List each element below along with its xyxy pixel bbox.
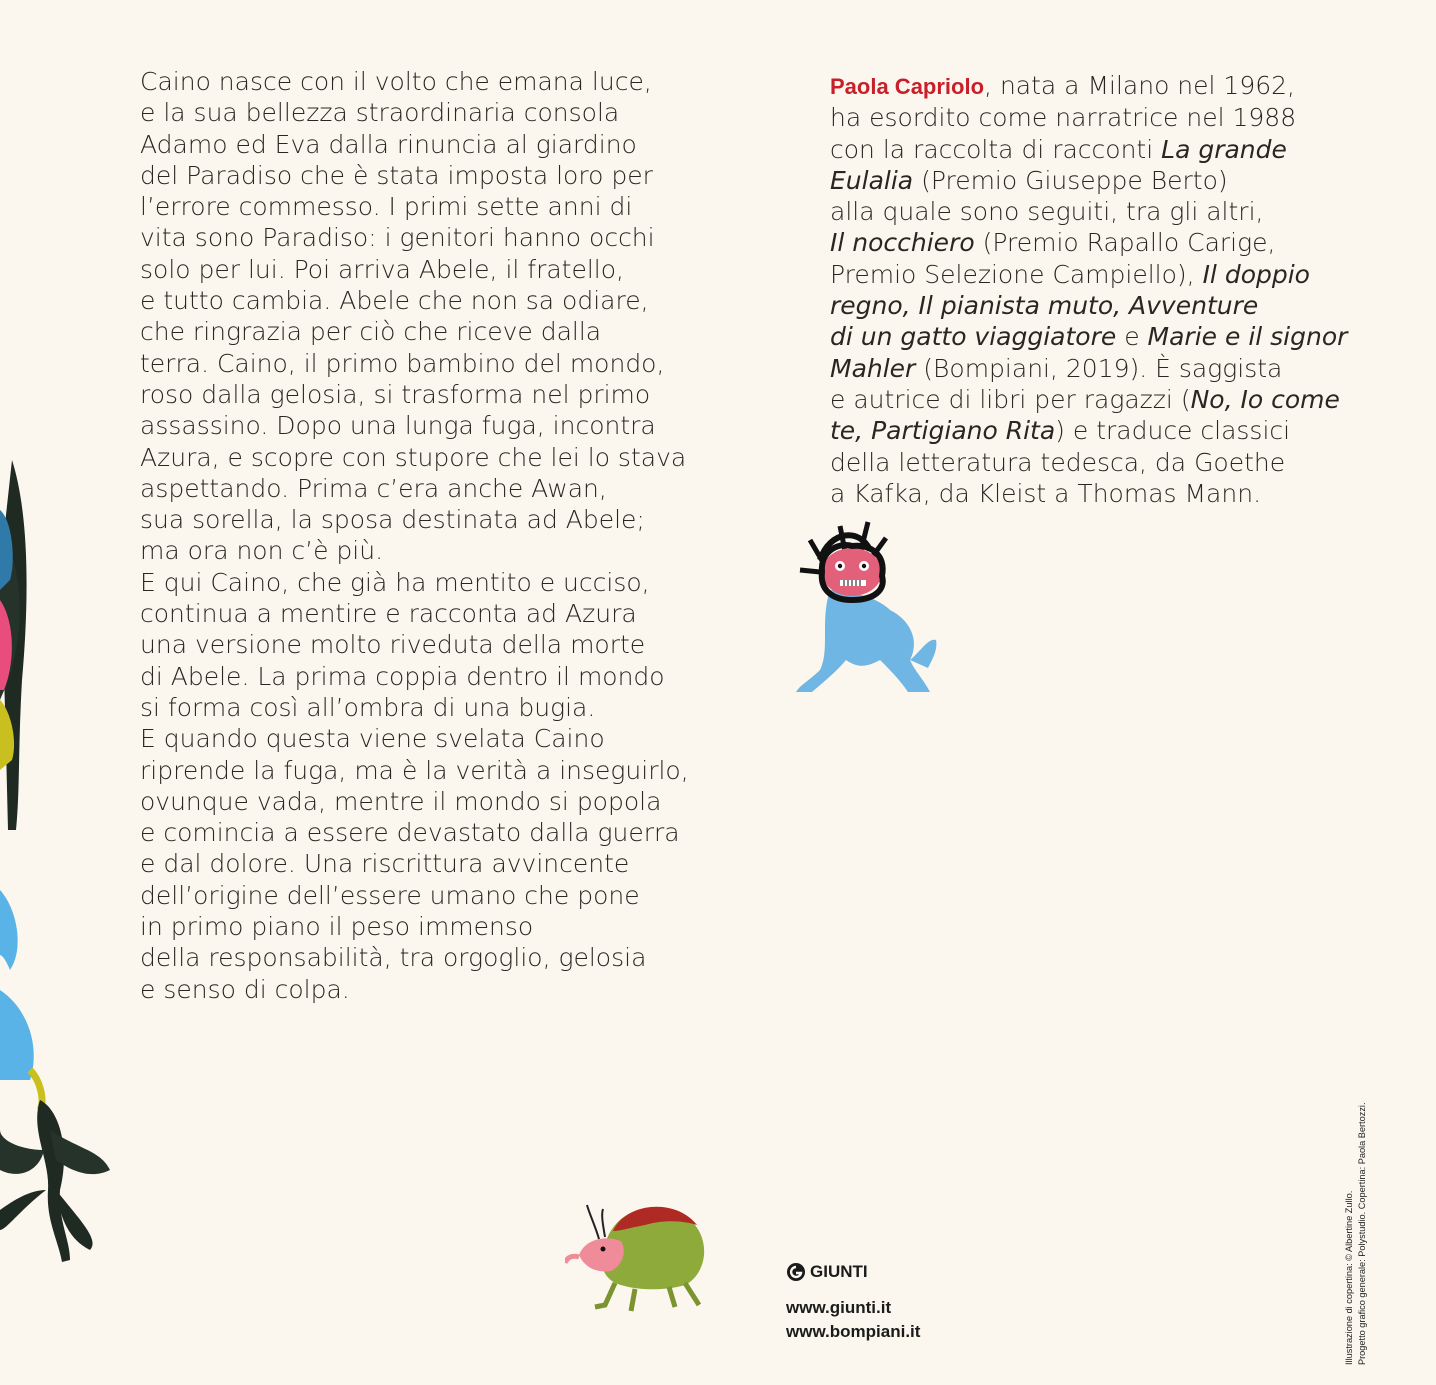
synopsis-line: aspettando. Prima c’era anche Awan, [140, 473, 607, 503]
book-title: La grande [1161, 134, 1287, 164]
publisher-block [786, 1262, 920, 1344]
synopsis-line: Azura, e scopre con stupore che lei lo stava [140, 442, 687, 472]
synopsis-line: continua a mentire e racconta ad Azura [140, 599, 637, 629]
bio-text: e autrice di libri per ragazzi ( [830, 384, 1191, 414]
synopsis-line: che ringrazia per ciò che riceve dalla [140, 317, 602, 347]
bio-line [830, 70, 1350, 102]
synopsis-line: assassino. Dopo una lunga fuga, incontra [140, 411, 656, 441]
book-title: regno, Il pianista muto, Avventure [830, 291, 1259, 321]
synopsis-line: in primo piano il peso immenso [140, 912, 534, 942]
green-creature-illustration [565, 1195, 715, 1315]
bio-line [830, 384, 1350, 415]
bio-line [830, 227, 1350, 258]
book-title: Eulalia [830, 165, 914, 195]
bio-line: ha esordito come narratrice nel 1988 [830, 103, 1297, 133]
synopsis-line: e senso di colpa. [140, 974, 350, 1004]
synopsis-line: e dal dolore. Una riscrittura avvincente [140, 849, 630, 879]
synopsis-line: vita sono Paradiso: i genitori hanno occhi [140, 223, 655, 253]
synopsis-line: roso dalla gelosia, si trasforma nel primo [140, 379, 651, 409]
synopsis-line: ma ora non c’è più. [140, 536, 384, 566]
bio-text: e [1116, 322, 1148, 352]
synopsis-line: solo per lui. Poi arriva Abele, il fratello, [140, 254, 624, 284]
synopsis-line: si forma così all’ombra di una bugia. [140, 692, 596, 722]
publisher-links [786, 1296, 920, 1344]
book-title: No, Io come [1190, 384, 1340, 414]
credit-line: Progetto grafico generale: Polystudio. Copertina: Paola Bertozzi. [1357, 1102, 1367, 1365]
bio-line: alla quale sono seguiti, tra gli altri, [830, 197, 1264, 227]
book-title: te, Partigiano Rita [830, 416, 1056, 446]
author-bio [830, 70, 1350, 509]
synopsis-line: della responsabilità, tra orgoglio, gelosia [140, 943, 647, 973]
bio-line: a Kafka, da Kleist a Thomas Mann. [830, 478, 1262, 508]
synopsis-line: e la sua bellezza straordinaria consola [140, 98, 620, 128]
book-title: Il nocchiero [830, 228, 975, 258]
publisher-logo [786, 1262, 920, 1282]
left-plants-illustration [0, 450, 140, 1270]
synopsis-line: riprende la fuga, ma è la verità a inseguirlo, [140, 755, 689, 785]
synopsis-line: E quando questa viene svelata Caino [140, 724, 605, 754]
book-title: Marie e il signor [1147, 322, 1348, 352]
synopsis-line: Adamo ed Eva dalla rinuncia al giardino [140, 129, 637, 159]
bio-text: , nata a Milano nel 1962, [984, 71, 1295, 100]
synopsis-line: sua sorella, la sposa destinata ad Abele; [140, 505, 645, 535]
book-title: Mahler [830, 353, 916, 383]
synopsis-line: del Paradiso che è stata imposta loro per [140, 160, 653, 190]
bio-line [830, 321, 1350, 352]
synopsis-line: E qui Caino, che già ha mentito e ucciso, [140, 567, 650, 597]
synopsis-line: di Abele. La prima coppia dentro il mondo [140, 661, 665, 691]
book-title: di un gatto viaggiatore [830, 322, 1117, 352]
bio-text: ) e traduce classici [1055, 416, 1291, 446]
synopsis-line: terra. Caino, il primo bambino del mondo, [140, 348, 665, 378]
cover-credits [1343, 1065, 1369, 1365]
blue-creature-illustration [790, 520, 950, 705]
bio-text: (Bompiani, 2019). È saggista [915, 353, 1283, 383]
bio-text: Premio Selezione Campiello), [830, 259, 1203, 289]
synopsis-line: e tutto cambia. Abele che non sa odiare, [140, 286, 649, 316]
synopsis-line: Caino nasce con il volto che emana luce, [140, 67, 652, 96]
giunti-logo-icon [786, 1262, 806, 1282]
synopsis-line: una versione molto riveduta della morte [140, 630, 646, 660]
synopsis-text [140, 66, 689, 1005]
bio-line [830, 259, 1350, 290]
synopsis-line: e comincia a essere devastato dalla guerra [140, 818, 680, 848]
publisher-name: GIUNTI [810, 1262, 868, 1281]
synopsis-line: ovunque vada, mentre il mondo si popola [140, 786, 662, 816]
book-title: Il doppio [1202, 259, 1310, 289]
link-giunti[interactable]: www.giunti.it [786, 1298, 892, 1317]
bio-line: della letteratura tedesca, da Goethe [830, 447, 1286, 477]
bio-text: (Premio Giuseppe Berto) [913, 165, 1228, 195]
synopsis-line: dell’origine dell’essere umano che pone [140, 880, 640, 910]
bio-text: con la raccolta di racconti [830, 134, 1162, 164]
bio-line [830, 290, 1350, 321]
author-name: Paola Capriolo [830, 74, 985, 99]
bio-line [830, 134, 1350, 165]
link-bompiani[interactable]: www.bompiani.it [786, 1322, 921, 1341]
bio-line [830, 353, 1350, 384]
bio-line [830, 165, 1350, 196]
bio-line [830, 415, 1350, 446]
synopsis-line: l’errore commesso. I primi sette anni di [140, 192, 633, 222]
credit-line: Illustrazione di copertina: © Albertine Zullo. [1344, 1190, 1354, 1365]
bio-text: (Premio Rapallo Carige, [974, 228, 1276, 258]
